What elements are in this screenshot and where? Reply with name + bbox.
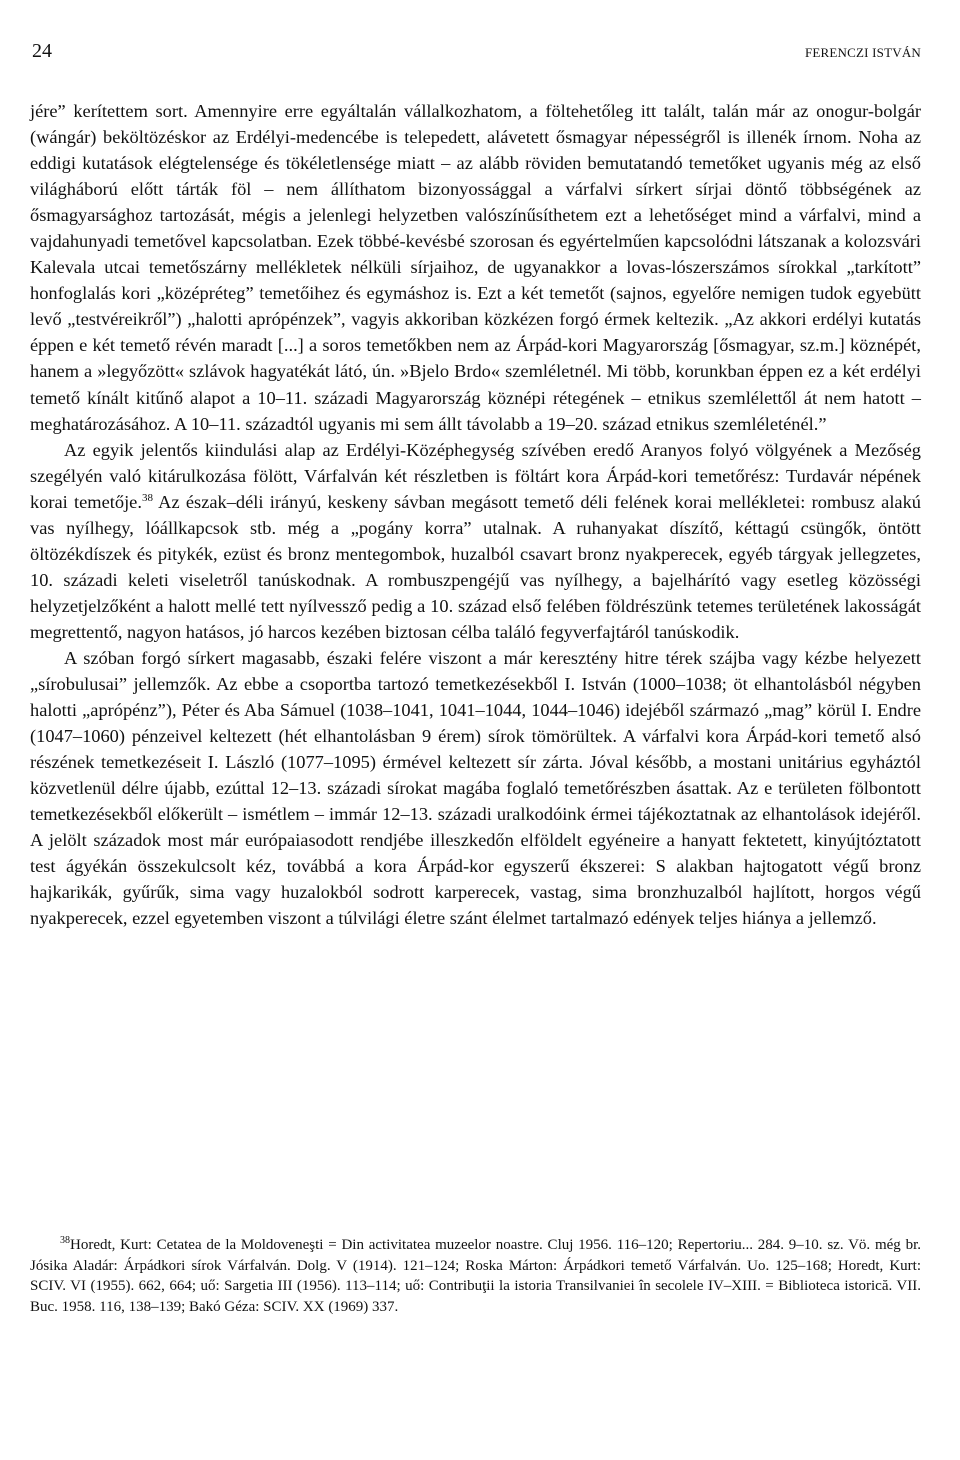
footnotes (30, 1235, 921, 1317)
paragraph-2-text-before: Az egyik jelentős kiindulási alap az Erdélyi-Középhegység szívében eredő Aranyos folyó völgyének a Mezőség szegélyén való kitárulkozása fölött, Várfalván két részletben is föltárt kora Árpád-kori temetőrész: Turdavár népének korai temetője. (30, 439, 921, 512)
footnote-38 (30, 1235, 921, 1317)
book-page (30, 36, 921, 1315)
page-header (30, 36, 921, 76)
paragraph-2-text-after: Az észak–déli irányú, keskeny sávban megásott temető déli felének korai mellékletei: rombusz alakú vas nyílhegy, lóállkapcsok stb. még a „pogány korra” utalnak. A ruhanyakat díszítő, kéttagú csüngők, öntött öltözékdíszek és pitykék, ezüst és bronz mentegombok, huzalból csavart bronz nyakperecek, egyéb tárgyak jellegzetes, 10. századi keleti viseletről tanúskodnak. A rombuszpengéjű vas nyílhegy, a bajelhárító vagy esetleg közösségi helyzetjelzőként a halott mellé tett nyílvessző pedig a 10. század első felében földrészünk tetemes területének lakosságát megrettentő, nagyon hatásos, jó harcos kezében biztosan célba találó fegyverfajtáról tanúskodik. (30, 491, 921, 642)
footnote-reference-38[interactable]: 38 (141, 491, 153, 504)
paragraph-2 (30, 437, 921, 645)
paragraph-3: A szóban forgó sírkert magasabb, északi felére viszont a már keresztény hitre térek szájba vagy kézbe helyezett „sírobulusai” jellemzők. Az ebbe a csoportba tartozó temetkezésekből I. István (1000–1038; öt elhantolásból négyben halotti „aprópénz”), Péter és Aba Sámuel (1038–1041, 1041–1044, 1044–1046) idejéből származó „mag” körül I. Endre (1047–1060) pénzeivel keltezett (hét elhantolásban 9 érem) sírok tömörültek. A várfalvi kora Árpád-kori temető alsó részének temetkezéseit I. László (1077–1095) érmével keltezett sír zárta. Jóval később, a mostani unitárius egyháztól közvetlenül délre újabb, ezúttal 12–13. századi sírokat magába foglaló temetőrészben ásattak. Az e területen fölbontott temetkezésekből előkerült – ismétlem – immár 12–13. századi uralkodóink érmei tájékoztatnak az elhantolások idejéről. A jelölt századok most már európaiasodott rendjébe illeszkedőn elföldelt egyéneire a hanyatt fektetett, kinyújtóztatott test ágyékán összekulcsolt kéz, továbbá a kora Árpád-kor egyszerű ékszerei: S alakban hajtogatott végű bronz hajkarikák, gyűrűk, sima vagy huzalokból sodrott karperecek, vastag, sima bronzhuzalból hajlított, horgos végű nyakperecek, ezzel egyetemben viszont a túlvilági életre szánt élelmet tartalmazó edények teljes hiánya a jellemző. (30, 647, 921, 929)
footnote-text: Horedt, Kurt: Cetatea de la Moldoveneşti = Din activitatea muzeelor noastre. Cluj 1956. 116–120; Repertoriu... 284. 9–10. sz. Vö. még br. Jósika Aladár: Árpádkori sírok Várfalván. Dolg. V (1914). 121–124; Roska Márton: Árpádkori temető Várfalván. Uo. 125–168; Horedt, Kurt: SCIV. VI (1955). 662, 664; uő: Sargetia III (1956). 113–114; uő: Contribuţii la istoria Transilvaniei în secolele IV–XIII. = Biblioteca istorică. VII. Buc. 1958. 116, 138–139; Bakó Géza: SCIV. XX (1969) 337. (30, 1237, 921, 1315)
body-text (30, 98, 921, 932)
paragraph-1: jére” kerítettem sort. Amennyire erre egyáltalán vállalkozhatom, a föltehetőleg itt talált, talán már az onogur-bolgár (wángár) beköltözéskor az Erdélyi-medencébe is telepedett, alávetett ősmagyar népességről is illenék írnom. Noha az eddigi kutatások elégtelensége és tökéletlensége miatt – az alább röviden bemutatandó temetőket ugyanis még az első világháború előtt tárták föl – nem állíthatom bizonyossággal a várfalvi sírkert sírjai döntő többségének az ősmagyarsághoz tartozását, mégis a jelenlegi helyzetben valószínűsíthetem ezt a lehetőséget mind a várfalvi, mind a vajdahunyadi temetővel kapcsolatban. Ezek többé-kevésbé szorosan és egyértelműen kapcsolódni látszanak a kolozsvári Kalevala utcai temetőszárny mellékletek nélküli sírjaihoz, de ugyanakkor a lovas-lószerszámos sírokkal „tarkított” honfoglalás kori „középréteg” temetőihez és egymáshoz is. Ezt a két temetőt (sajnos, egyelőre nemigen tudok egyebütt levő „testvéreikről”) „halotti aprópénzek”, vagyis akkoriban közkézen forgó érmek keltezik. „Az akkori erdélyi kutatás éppen e két temető révén maradt [...] a soros temetőkben nem az Árpád-kori Magyarország [ősmagyar, sz.m.] köznépét, hanem a »legyőzött« szlávok hagyatékát látó, ún. »Bjelo Brdo« szemléletnél. Mi több, korunkban éppen ez a két erdélyi temető kínált kitűnő alapot a 10–11. századi Magyarország köznépi rétegének – etnikus szemlélettől át nem hatott – meghatározásához. A 10–11. századtól ugyanis mi sem állt távolabb a 19–20. század etnikus szemléleténél.” (30, 101, 921, 434)
running-head-author: FERENCZI ISTVÁN (804, 45, 921, 60)
page-number: 24 (32, 40, 52, 62)
footnote-mark: 38 (60, 1235, 70, 1246)
